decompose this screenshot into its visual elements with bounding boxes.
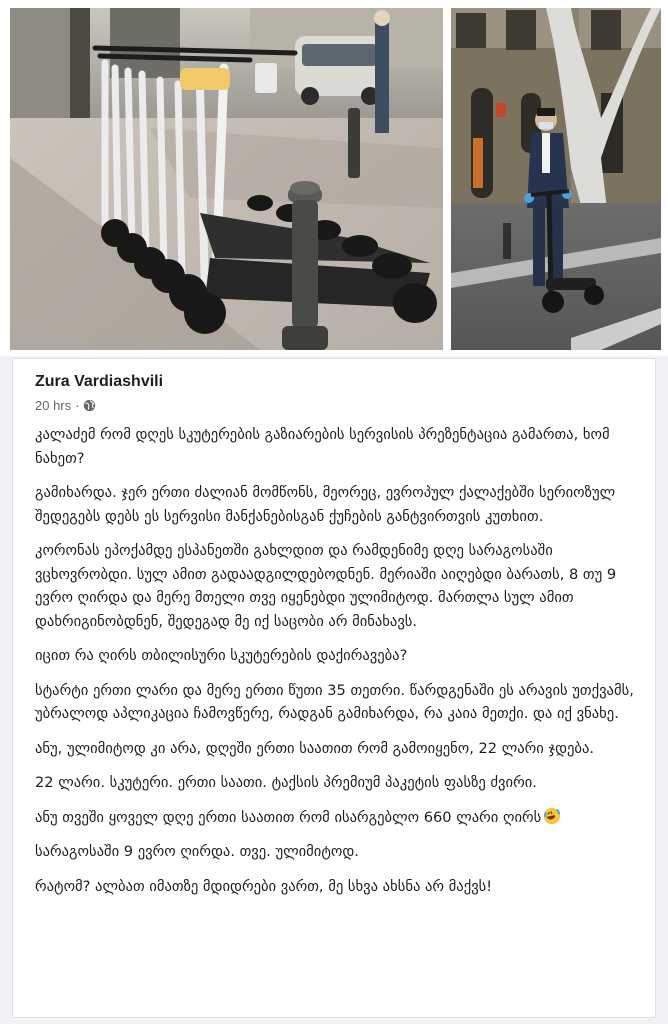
post-photos	[0, 0, 668, 356]
post-paragraph: 22 ლარი. სკუტერი. ერთი საათი. ტაქსის პრემიუმ პაკეტის ფასზე ძვირი.	[35, 774, 537, 791]
scooters-row-illustration	[10, 8, 443, 350]
post-card	[12, 358, 656, 1018]
scooter-rider-illustration	[451, 8, 661, 350]
post-timestamp[interactable]: 20 hrs	[35, 398, 72, 413]
post-paragraph: ანუ, ულიმიტოდ კი არა, დღეში ერთი საათით რომ გამოიყენო, 22 ლარი ჯდება.	[35, 739, 595, 757]
globe-icon[interactable]	[83, 399, 96, 412]
post-paragraph: რატომ? ალბათ იმათზე მდიდრები ვართ, მე სხვა ახსნა არ მაქვს!	[35, 877, 493, 895]
post-paragraph-with-emoji	[35, 806, 635, 830]
post-author-name[interactable]: Zura Vardiashvili	[35, 373, 164, 390]
post-paragraph: კორონას ეპოქამდე ესპანეთში გახლდით და რამდენიმე დღე სარაგოსაში ვცხოვრობდი. სულ ამით გადაადგილდებოდნენ. მერიაში აიღებდი ბარათს, 8 თუ 9 ევრო ღირდა და მერე მთელი თვე იყენებდი ულიმიტოდ. მართლა სულ ამით დახრიგინობდნენ, შედეგად მე იქ საცობი არ მინახავს.	[35, 542, 617, 630]
post-paragraph: სტარტი ერთი ლარი და მერე ერთი წუთი 35 თეთრი. წარდგენაში ეს არავის უთქვამს, უბრალოდ აპლიკაცია ჩამოვწერე, რადგან გამიხარდა, რა კაია მეთქი. და იქ ვნახე.	[35, 681, 634, 722]
post-paragraph-text: ანუ თვეში ყოველ დღე ერთი საათით რომ ისარგებლო 660 ლარი ღირს	[35, 808, 542, 826]
post-paragraph: კალაძემ რომ დღეს სკუტერების გაზიარების სერვისის პრეზენტაცია გამართა, ხომ ნახეთ?	[35, 426, 610, 467]
post-paragraph: იცით რა ღირს თბილისური სკუტერების დაქირავება?	[35, 647, 408, 664]
post-text	[35, 423, 635, 909]
scooters-row-photo[interactable]	[10, 8, 443, 350]
post-meta	[35, 398, 96, 413]
meta-separator: ·	[75, 398, 80, 413]
man-riding-scooter-photo[interactable]	[451, 8, 661, 350]
post-paragraph: გამიხარდა. ჯერ ერთი ძალიან მომწონს, მეორეც, ევროპულ ქალაქებში სერიოზულ შედეგებს დებს ეს სერვისი მანქანებისგან ქუჩების განტვირთვის კუთხით.	[35, 484, 616, 525]
post-paragraph: სარაგოსაში 9 ევრო ღირდა. თვე. ულიმიტოდ.	[35, 843, 359, 860]
rolling-on-floor-laughing-emoji-icon	[543, 807, 561, 825]
